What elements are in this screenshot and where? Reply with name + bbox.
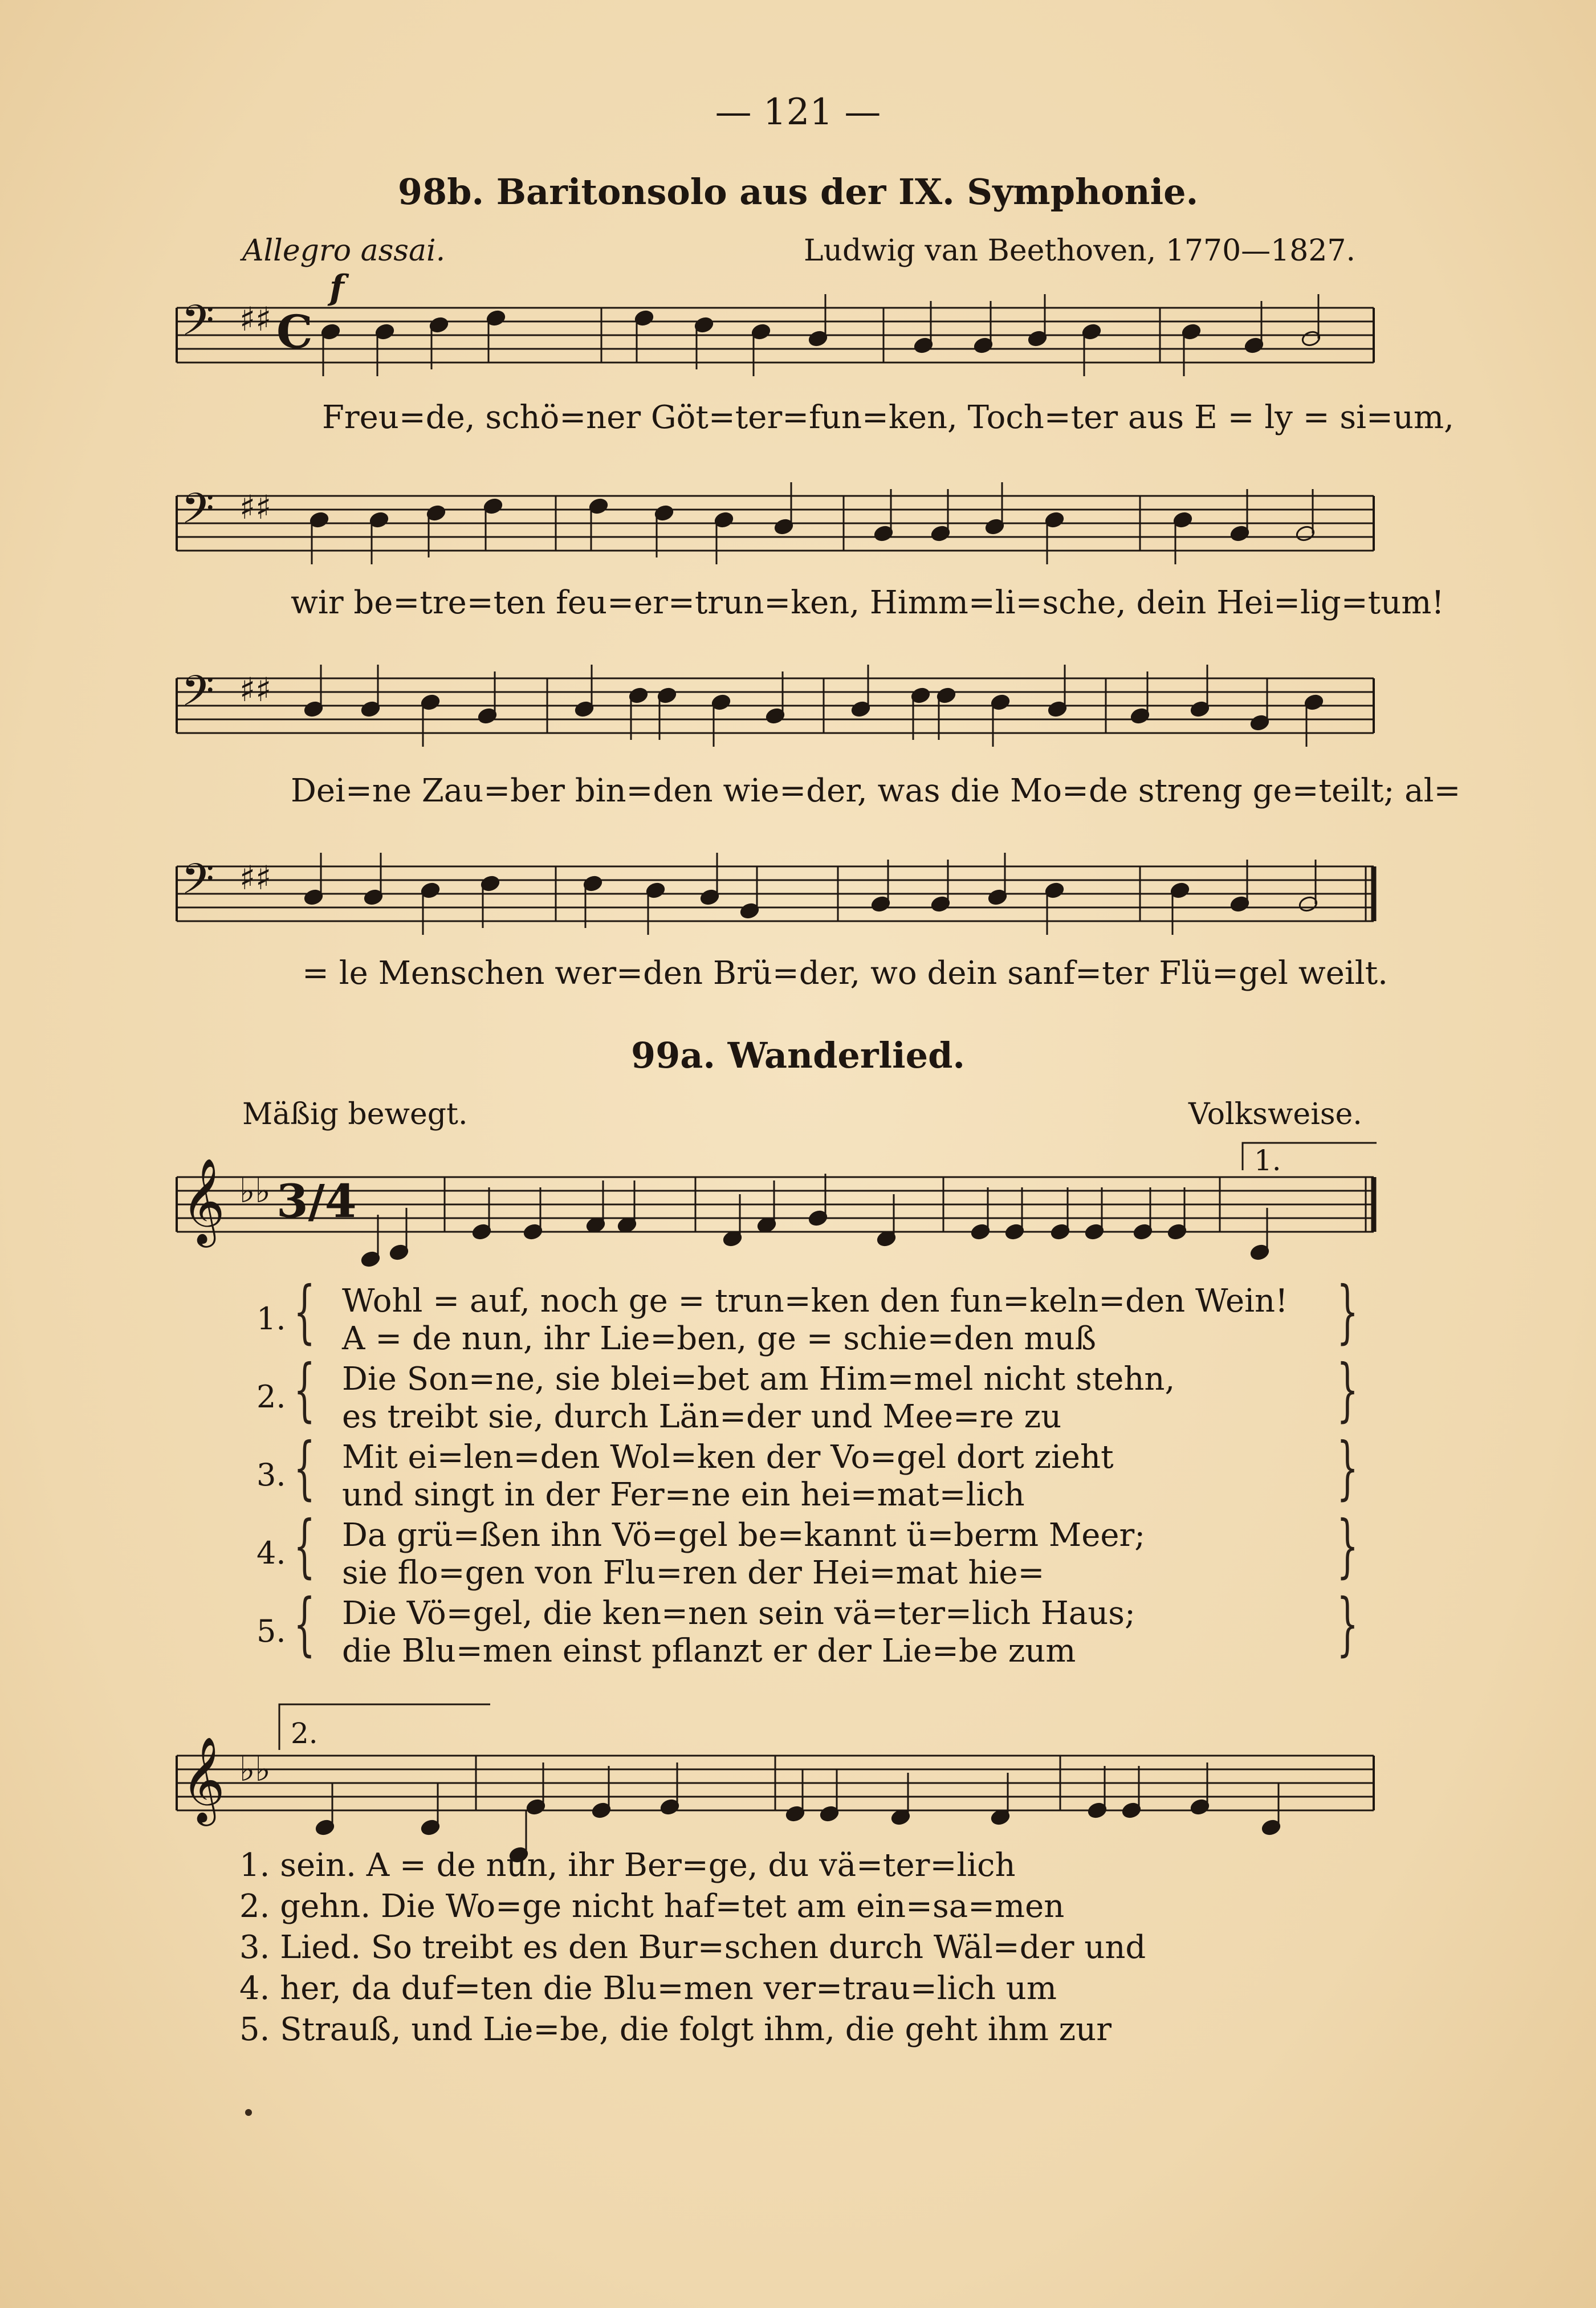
- ink-spot: [245, 2109, 252, 2116]
- time-signature: C: [276, 305, 313, 359]
- verse-lyric-line: die Blu=men einst pflanzt er der Lie=be zum: [342, 1633, 1076, 1670]
- dynamic-marking: f: [329, 268, 344, 308]
- verse-brace-left: {: [294, 1585, 316, 1664]
- music-staff-4: [177, 854, 1374, 952]
- verse-brace-left: {: [294, 1272, 316, 1352]
- verse-lyric-line: sie flo=gen von Flu=ren der Hei=mat hie=: [342, 1554, 1045, 1591]
- bass-clef-icon: 𝄢: [181, 854, 214, 914]
- lyric-line-2: wir be=tre=ten feu=er=trun=ken, Himm=li=sche, dein Hei=lig=tum!: [291, 584, 1444, 621]
- verse-number: 5.: [256, 1613, 286, 1649]
- verse-lyric-line: Die Vö=gel, die ken=nen sein vä=ter=lich Haus;: [342, 1595, 1135, 1632]
- treble-clef-icon: 𝄞: [181, 1736, 225, 1822]
- verse-brace-right: }: [1337, 1507, 1359, 1586]
- verse-brace-right: }: [1337, 1350, 1359, 1430]
- tempo-marking-98b: Allegro assai.: [242, 234, 446, 268]
- second-ending-lyric-line: 4. her, da duf=ten die Blu=men ver=trau=lich um: [239, 1970, 1057, 2007]
- verse-brace-right: }: [1337, 1272, 1359, 1352]
- verse-brace-left: {: [294, 1428, 316, 1508]
- key-signature-sharps: ♯♯: [239, 858, 272, 897]
- music-staff-3: [177, 666, 1374, 764]
- section-title-99a: 99a. Wanderlied.: [630, 1035, 966, 1076]
- key-signature-flats: ♭♭: [239, 1750, 271, 1789]
- lyric-line-3: Dei=ne Zau=ber bin=den wie=der, was die Mo=de streng ge=teilt; al=: [291, 772, 1461, 809]
- time-signature: 3/4: [276, 1174, 357, 1228]
- verse-brace-right: }: [1337, 1428, 1359, 1508]
- second-ending-lyric-line: 1. sein. A = de nun, ihr Ber=ge, du vä=ter=lich: [239, 1847, 1016, 1884]
- bass-clef-icon: 𝄢: [181, 296, 214, 356]
- composer-credit: Ludwig van Beethoven, 1770—1827.: [804, 234, 1356, 268]
- verse-number: 3.: [256, 1457, 286, 1493]
- music-staff-5: [177, 1143, 1374, 1268]
- music-staff-2: [177, 484, 1374, 581]
- tempo-marking-99a: Mäßig bewegt.: [242, 1097, 468, 1131]
- verse-brace-left: {: [294, 1507, 316, 1586]
- verse-number: 4.: [256, 1535, 286, 1571]
- key-signature-sharps: ♯♯: [239, 300, 272, 339]
- lyric-line-1: Freu=de, schö=ner Göt=ter=fun=ken, Toch=ter aus E = ly = si=um,: [322, 399, 1454, 436]
- second-ending-lyric-line: 2. gehn. Die Wo=ge nicht haf=tet am ein=sa=men: [239, 1888, 1065, 1925]
- second-ending-lyric-line: 3. Lied. So treibt es den Bur=schen durch Wäl=der und: [239, 1929, 1146, 1966]
- bass-clef-icon: 𝄢: [181, 666, 214, 726]
- music-staff-1: [177, 296, 1374, 393]
- verse-number: 1.: [256, 1301, 286, 1337]
- verse-lyric-line: Mit ei=len=den Wol=ken der Vo=gel dort zieht: [342, 1439, 1114, 1476]
- bass-clef-icon: 𝄢: [181, 484, 214, 544]
- volta-label-2: 2.: [291, 1717, 318, 1750]
- verse-lyric-line: es treibt sie, durch Län=der und Mee=re zu: [342, 1398, 1062, 1435]
- treble-clef-icon: 𝄞: [181, 1157, 225, 1244]
- verse-brace-left: {: [294, 1350, 316, 1430]
- page-number: — 121 —: [715, 91, 881, 133]
- verse-lyric-line: A = de nun, ihr Lie=ben, ge = schie=den muß: [342, 1320, 1096, 1357]
- verse-lyric-line: und singt in der Fer=ne ein hei=mat=lich: [342, 1476, 1025, 1513]
- music-staff-6: [177, 1704, 1374, 1835]
- volta-label-1: 1.: [1254, 1144, 1281, 1177]
- section-title-98b: 98b. Baritonsolo aus der IX. Symphonie.: [397, 171, 1199, 213]
- verse-number: 2.: [256, 1379, 286, 1415]
- key-signature-sharps: ♯♯: [239, 488, 272, 527]
- lyric-line-4: = le Menschen wer=den Brü=der, wo dein sanf=ter Flü=gel weilt.: [302, 955, 1388, 992]
- second-ending-lyric-line: 5. Strauß, und Lie=be, die folgt ihm, die geht ihm zur: [239, 2011, 1112, 2048]
- verse-lyric-line: Da grü=ßen ihn Vö=gel be=kannt ü=berm Meer;: [342, 1517, 1146, 1554]
- verse-brace-right: }: [1337, 1585, 1359, 1664]
- verse-lyric-line: Die Son=ne, sie blei=bet am Him=mel nicht stehn,: [342, 1361, 1175, 1398]
- key-signature-sharps: ♯♯: [239, 670, 272, 709]
- key-signature-flats: ♭♭: [239, 1171, 271, 1210]
- folk-tune-credit: Volksweise.: [1188, 1097, 1362, 1131]
- verse-lyric-line: Wohl = auf, noch ge = trun=ken den fun=keln=den Wein!: [342, 1283, 1288, 1320]
